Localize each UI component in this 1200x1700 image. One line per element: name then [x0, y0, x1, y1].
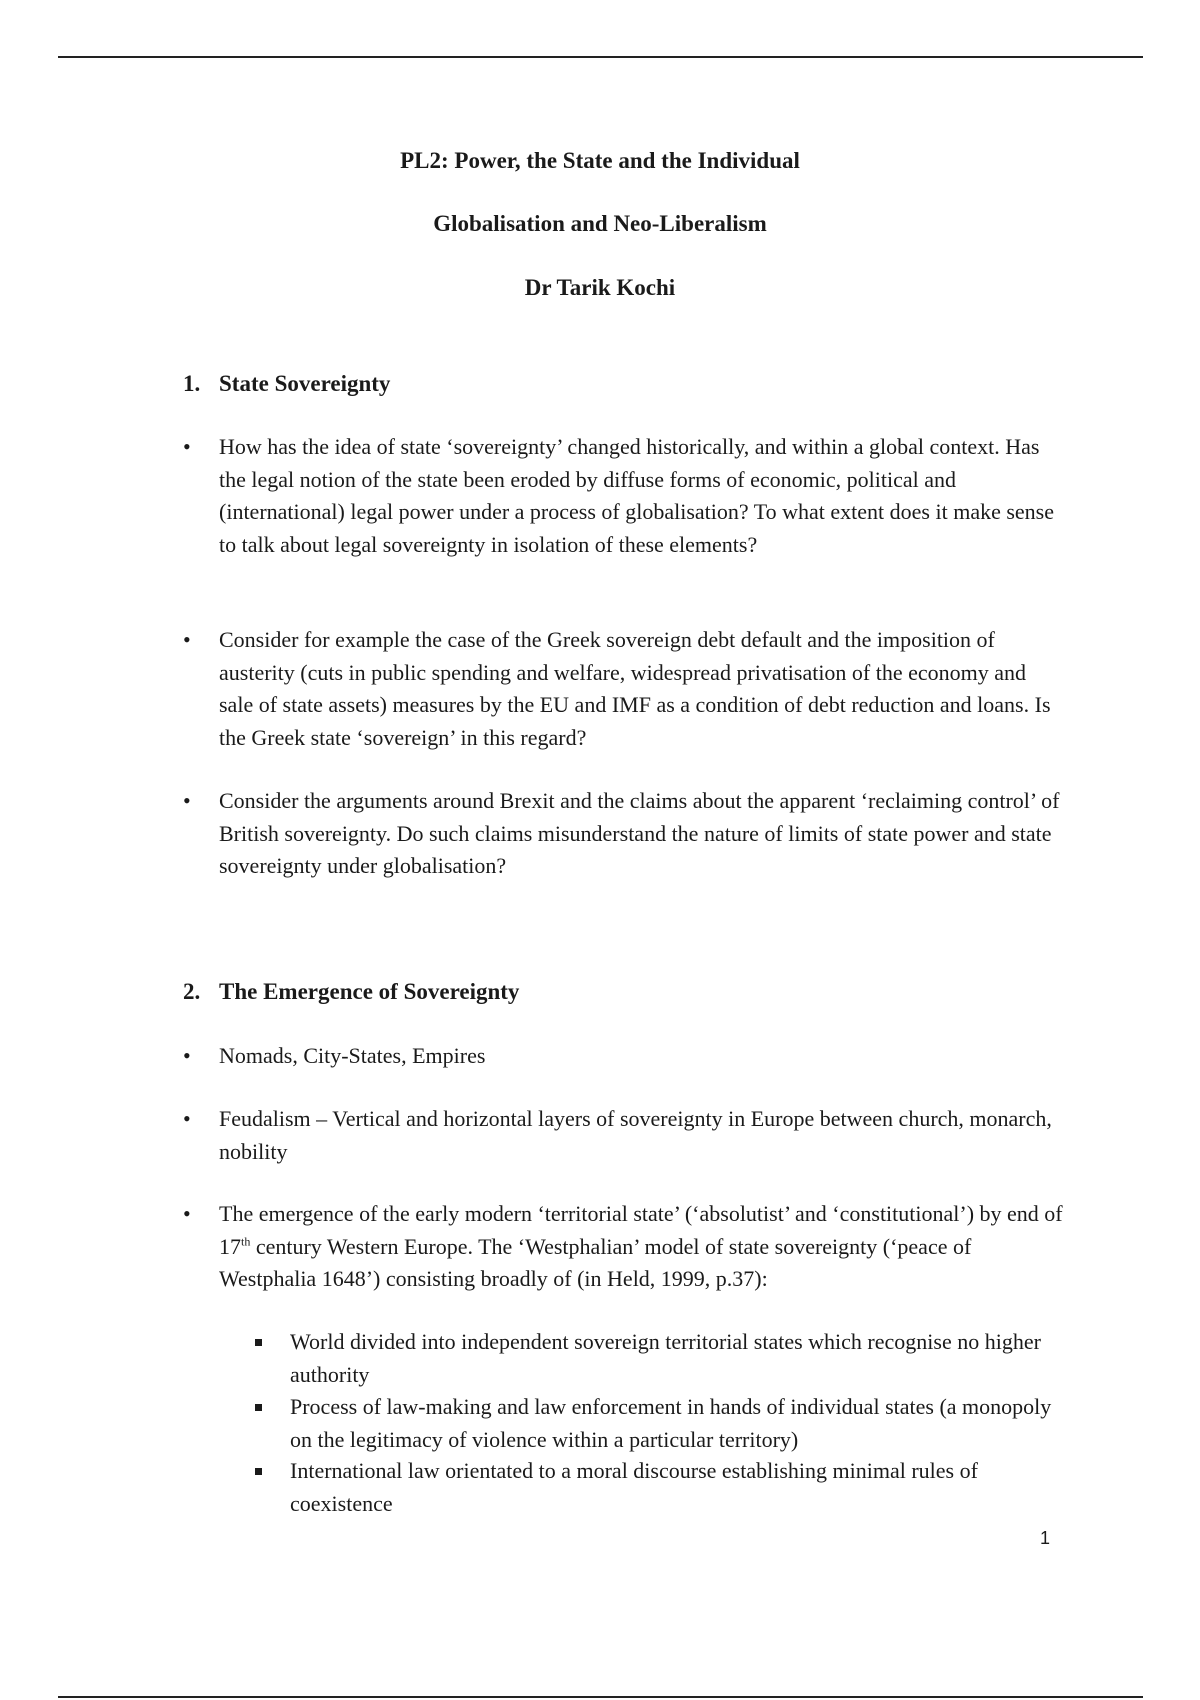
section-heading-1 — [183, 370, 390, 398]
section-title: State Sovereignty — [219, 371, 391, 396]
square-bullet-icon — [255, 1468, 262, 1475]
document-subtitle: Globalisation and Neo-Liberalism — [433, 211, 767, 236]
list-item-text: Nomads, City-States, Empires — [219, 1043, 486, 1068]
top-rule — [58, 56, 1143, 58]
sub-list-item — [255, 1326, 1065, 1391]
list-item — [183, 431, 1063, 561]
section-heading-2 — [183, 978, 519, 1006]
page-number: 1 — [1040, 1528, 1051, 1548]
list-item-text: Feudalism – Vertical and horizontal layers of sovereignty in Europe between church, monarch, nobility — [219, 1106, 1052, 1164]
list-item — [183, 1040, 1063, 1073]
sub-list-item — [255, 1455, 1065, 1520]
bullet-icon: • — [183, 1201, 191, 1226]
document-title: PL2: Power, the State and the Individual — [400, 148, 800, 173]
list-item — [183, 1198, 1063, 1296]
square-bullet-icon — [255, 1339, 262, 1346]
sub-list-item — [255, 1391, 1065, 1456]
text-part: The emergence of the early modern ‘territorial state’ (‘absolutist’ and ‘constitutional’) by end of 17 — [219, 1201, 1063, 1259]
section-number: 2. — [183, 979, 201, 1004]
bullet-icon: • — [183, 434, 191, 459]
list-item — [183, 624, 1063, 754]
sub-list-item-text: World divided into independent sovereign territorial states which recognise no higher authority — [290, 1329, 1041, 1387]
bullet-icon: • — [183, 627, 191, 652]
section-title: The Emergence of Sovereignty — [219, 979, 520, 1004]
bottom-rule — [58, 1696, 1143, 1698]
list-item — [183, 785, 1063, 883]
list-item-text: Consider for example the case of the Greek sovereign debt default and the imposition of austerity (cuts in public spending and welfare, widespread privatisation of the economy and sale of state assets) measures by the EU and IMF as a condition of debt reduction and loans. Is the Greek state ‘sovereign’ in this regard? — [219, 627, 1051, 750]
list-item-text: Consider the arguments around Brexit and the claims about the apparent ‘reclaiming control’ of British sovereignty. Do such claims misunderstand the nature of limits of state power and state sovereignty under globalisation? — [219, 788, 1060, 878]
list-item-text: How has the idea of state ‘sovereignty’ changed historically, and within a global context. Has the legal notion of the state been eroded by diffuse forms of economic, political and (international) legal power under a process of globalisation? To what extent does it make sense to talk about legal sovereignty in isolation of these elements? — [219, 434, 1055, 557]
text-part: century Western Europe. The ‘Westphalian’ model of state sovereignty (‘peace of Westphalia 1648’) consisting broadly of (in Held, 1999, p.37): — [219, 1233, 972, 1291]
square-bullet-icon — [255, 1404, 262, 1411]
list-item — [183, 1103, 1063, 1168]
bullet-icon: • — [183, 1106, 191, 1131]
superscript: th — [241, 1234, 251, 1249]
bullet-icon: • — [183, 788, 191, 813]
sub-list-item-text: International law orientated to a moral discourse establishing minimal rules of coexistence — [290, 1458, 978, 1516]
document-author: Dr Tarik Kochi — [524, 275, 676, 300]
sub-list-item-text: Process of law-making and law enforcement in hands of individual states (a monopoly on the legitimacy of violence within a particular territory) — [290, 1394, 1052, 1452]
list-item-text — [219, 1198, 1063, 1296]
section-number: 1. — [183, 371, 201, 396]
bullet-icon: • — [183, 1043, 191, 1068]
